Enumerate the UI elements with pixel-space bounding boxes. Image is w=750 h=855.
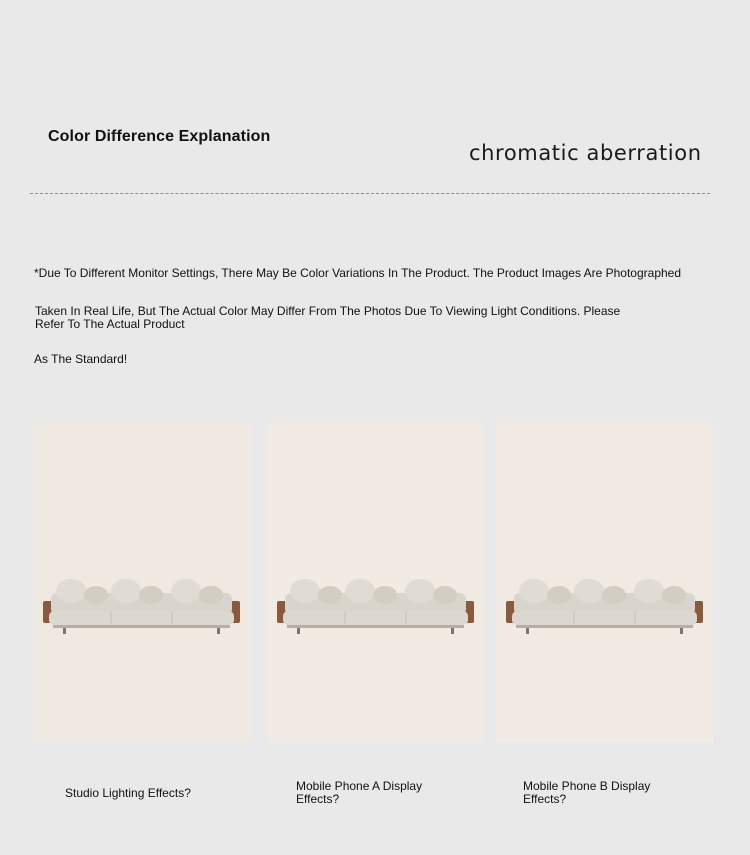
- notice-line-1: *Due To Different Monitor Settings, There May Be Color Variations In The Product. The Product Images Are Photographed: [34, 266, 682, 280]
- page-subtitle: chromatic aberration: [469, 141, 702, 165]
- panel-phone-a: [267, 423, 484, 743]
- notice-line-3: As The Standard!: [34, 352, 128, 366]
- sofa-image: [504, 573, 705, 643]
- caption-phone-a: Mobile Phone A Display Effects?: [296, 779, 423, 806]
- panel-studio: [33, 423, 250, 743]
- sofa-image: [41, 573, 242, 643]
- panel-phone-b: [496, 423, 713, 743]
- caption-phone-b: Mobile Phone B Display Effects?: [523, 779, 651, 806]
- dashed-divider: [30, 193, 710, 194]
- sofa-image: [275, 573, 476, 643]
- page-title: Color Difference Explanation: [48, 128, 271, 145]
- notice-line-2: Taken In Real Life, But The Actual Color May Differ From The Photos Due To Viewing Light Conditions. Please Refer To The Actual Product: [35, 304, 621, 331]
- caption-studio: Studio Lighting Effects?: [65, 786, 191, 800]
